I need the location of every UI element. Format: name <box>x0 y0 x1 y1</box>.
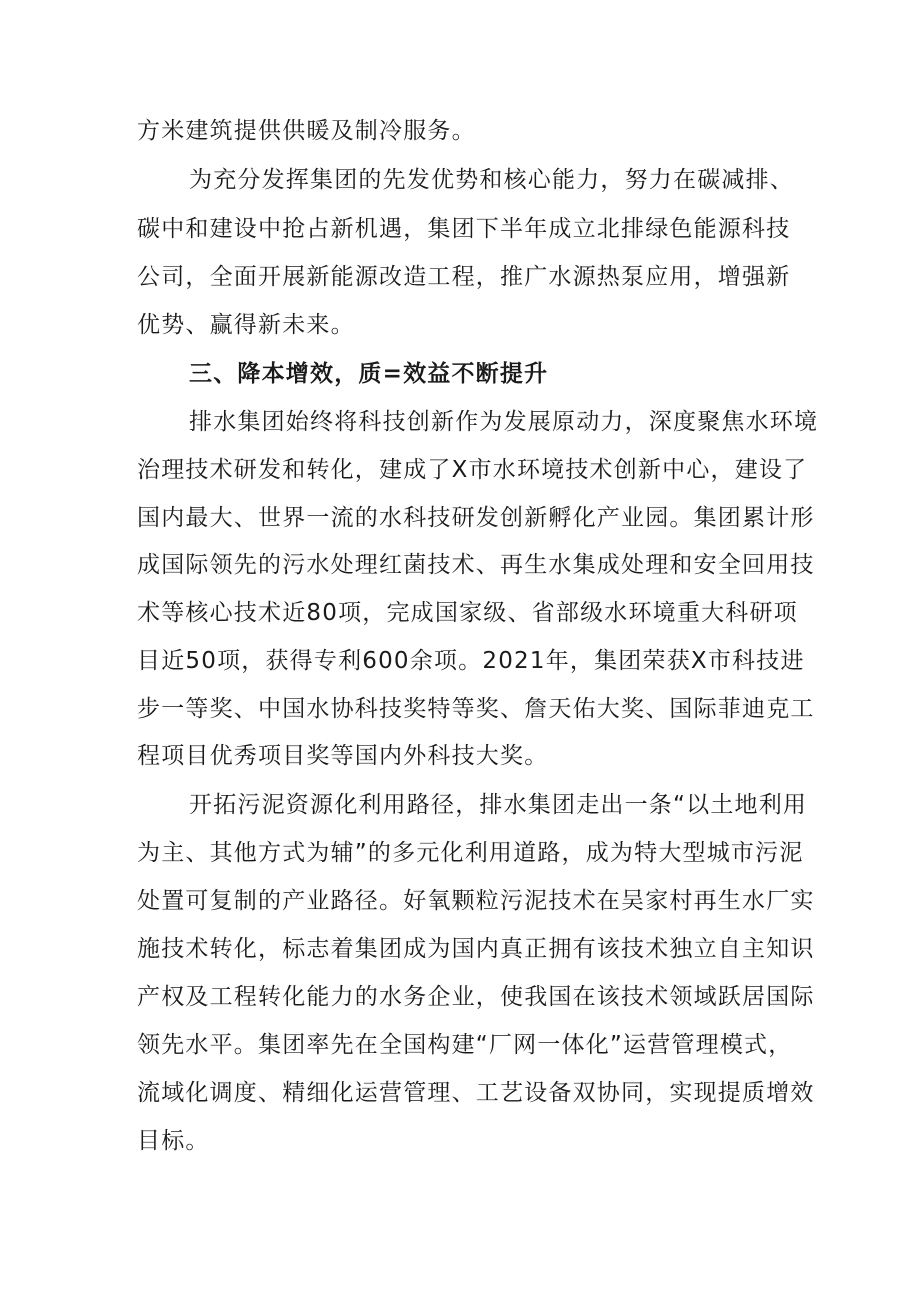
paragraph-4-line-8: 目标。 <box>137 1128 210 1154</box>
paragraph-2-line-3: 公司，全面开展新能源改造工程，推广水源热泵应用，增强新 <box>137 264 791 290</box>
paragraph-4-line-3: 处置可复制的产业路径。好氧颗粒污泥技术在吴家村再生水厂实 <box>137 888 815 914</box>
paragraph-4-line-6: 领先水平。集团率先在全国构建“厂网一体化”运营管理模式， <box>137 1032 793 1058</box>
paragraph-3-line-1: 排水集团始终将科技创新作为发展原动力，深度聚焦水环境 <box>189 409 819 435</box>
paragraph-4-line-5: 产权及工程转化能力的水务企业，使我国在该技术领域跃居国际 <box>137 984 815 1010</box>
paragraph-2-line-4: 优势、赢得新未来。 <box>137 312 355 338</box>
paragraph-2-line-1: 为充分发挥集团的先发优势和核心能力，努力在碳减排、 <box>189 167 794 193</box>
paragraph-3-line-4: 成国际领先的污水处理红菌技术、再生水集成处理和安全回用技 <box>137 552 815 578</box>
paragraph-4-line-2: 为主、其他方式为辅”的多元化利用道路，成为特大型城市污泥 <box>137 840 804 866</box>
paragraph-3-line-7: 步一等奖、中国水协科技奖特等奖、詹天佑大奖、国际菲迪克工 <box>137 696 815 722</box>
paragraph-4-line-1: 开拓污泥资源化利用路径，排水集团走出一条“以土地利用 <box>189 792 808 818</box>
paragraph-3-line-5: 术等核心技术近80项，完成国家级、省部级水环境重大科研项 <box>137 600 798 626</box>
paragraph-3-line-6: 目近50项，获得专利600余项。2021年，集团荣获X市科技进 <box>137 648 805 674</box>
paragraph-2-line-2: 碳中和建设中抢占新机遇，集团下半年成立北排绿色能源科技 <box>137 216 791 242</box>
paragraph-1-line-1: 方米建筑提供供暖及制冷服务。 <box>137 118 476 144</box>
paragraph-3-line-2: 治理技术研发和转化，建成了X市水环境技术创新中心，建设了 <box>137 457 808 483</box>
paragraph-4-line-7: 流域化调度、精细化运营管理、工艺设备双协同，实现提质增效 <box>137 1080 815 1106</box>
paragraph-3-line-3: 国内最大、世界一流的水科技研发创新孵化产业园。集团累计形 <box>137 505 815 531</box>
paragraph-4-line-4: 施技术转化，标志着集团成为国内真正拥有该技术独立自主知识 <box>137 936 815 962</box>
paragraph-3-line-8: 程项目优秀项目奖等国内外科技大奖。 <box>137 743 549 769</box>
section-heading: 三、降本增效，质=效益不断提升 <box>189 361 549 387</box>
